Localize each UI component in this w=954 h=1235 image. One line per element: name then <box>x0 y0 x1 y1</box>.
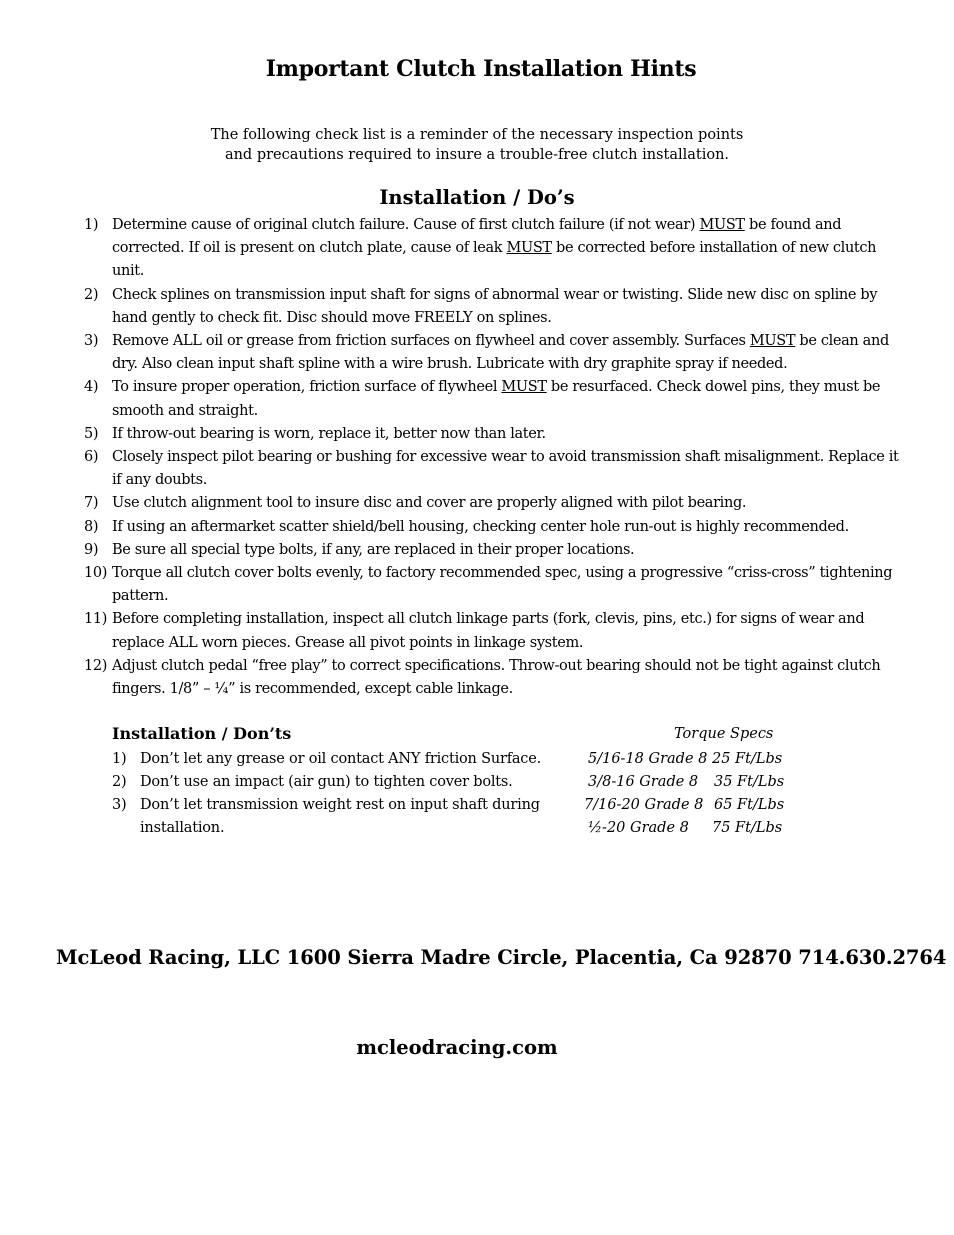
torque-row <box>584 771 824 794</box>
donts-item <box>112 771 572 794</box>
item-number: 7) <box>84 495 99 512</box>
bolt-spec: 5/16-18 Grade 8 <box>588 751 708 767</box>
donts-list <box>112 748 572 840</box>
item-number: 3) <box>84 333 99 350</box>
item-number: 3) <box>112 797 127 813</box>
item-text: Be sure all special type bolts, if any, are replaced in their proper locations. <box>112 541 635 558</box>
intro-line: and precautions required to insure a trouble-free clutch installation. <box>224 147 730 163</box>
torque-row <box>584 817 824 840</box>
item-text: Torque all clutch cover bolts evenly, to factory recommended spec, using a progressive “criss-cross” tightening pattern. <box>112 565 893 605</box>
dos-item <box>84 284 904 330</box>
website-link[interactable]: mcleodracing.com <box>356 1036 558 1059</box>
torque-row <box>584 748 824 771</box>
item-text: Use clutch alignment tool to insure disc and cover are properly aligned with pilot bearing. <box>112 495 747 512</box>
intro-paragraph <box>0 125 954 165</box>
dos-item <box>84 655 904 701</box>
item-text: If throw-out bearing is worn, replace it, better now than later. <box>112 425 546 442</box>
emphasis-must: MUST <box>699 217 745 233</box>
dos-item <box>84 214 904 284</box>
dos-item <box>84 492 904 515</box>
bolt-spec: 3/8-16 Grade 8 <box>588 774 699 790</box>
item-number: 10) <box>84 565 108 582</box>
dos-list <box>84 214 904 701</box>
item-number: 5) <box>84 425 99 442</box>
donts-item <box>112 794 572 840</box>
dos-item <box>84 423 904 446</box>
dos-item <box>84 330 904 376</box>
item-text: Before completing installation, inspect all clutch linkage parts (fork, clevis, pins, etc.) for signs of wear and replace ALL worn pieces. Grease all pivot points in linkage system. <box>112 611 865 651</box>
item-number: 6) <box>84 449 99 466</box>
bolt-spec: 7/16-20 Grade 8 <box>584 797 704 813</box>
donts-heading: Installation / Don’ts <box>112 724 292 743</box>
item-text: If using an aftermarket scatter shield/bell housing, checking center hole run-out is highly recommended. <box>112 518 849 535</box>
dos-item <box>84 376 904 422</box>
item-number: 2) <box>112 774 127 790</box>
item-text: Don’t let transmission weight rest on input shaft during installation. <box>140 797 540 836</box>
item-text: Closely inspect pilot bearing or bushing for excessive wear to avoid transmission shaft misalignment. Replace it if any doubts. <box>112 449 899 489</box>
torque-specs-heading: Torque Specs <box>674 726 774 742</box>
item-text: be corrected before installation of new clutch unit. <box>112 240 877 280</box>
intro-line: The following check list is a reminder of the necessary inspection points <box>210 127 744 143</box>
emphasis-must: MUST <box>501 379 547 396</box>
item-number: 9) <box>84 541 99 558</box>
page-title: Important Clutch Installation Hints <box>265 56 697 82</box>
item-text: Remove ALL oil or grease from friction surfaces on flywheel and cover assembly. Surfaces <box>112 333 750 350</box>
company-address: McLeod Racing, LLC 1600 Sierra Madre Circle, Placentia, Ca 92870 714.630.2764 <box>56 946 947 969</box>
dos-item <box>84 516 904 539</box>
item-text: be found and corrected. If oil is present on clutch plate, cause of leak <box>112 217 842 257</box>
item-text: To insure proper operation, friction surface of flywheel <box>112 379 502 396</box>
torque-value: 65 Ft/Lbs <box>714 797 785 813</box>
item-number: 12) <box>84 657 108 674</box>
dos-item <box>84 539 904 562</box>
item-text: Don’t let any grease or oil contact ANY friction Surface. <box>140 751 542 767</box>
torque-value: 75 Ft/Lbs <box>712 820 783 836</box>
torque-specs-table <box>584 748 824 840</box>
torque-value: 35 Ft/Lbs <box>714 774 785 790</box>
item-text: Check splines on transmission input shaft for signs of abnormal wear or twisting. Slide new disc on spline by hand gently to check fit. Disc should move FREELY on splines. <box>112 286 878 326</box>
dos-heading: Installation / Do’s <box>379 186 575 209</box>
item-number: 1) <box>84 217 99 233</box>
dos-item <box>84 562 904 608</box>
emphasis-must: MUST <box>749 333 796 350</box>
dos-item <box>84 446 904 492</box>
item-text: be resurfaced. Check dowel pins, they must be smooth and straight. <box>112 379 881 419</box>
item-number: 11) <box>84 611 108 628</box>
item-number: 4) <box>84 379 99 396</box>
emphasis-must: MUST <box>506 240 552 257</box>
dos-item <box>84 608 904 654</box>
item-number: 1) <box>112 751 127 767</box>
item-text: be clean and dry. Also clean input shaft spline with a wire brush. Lubricate with dry graphite spray if needed. <box>112 333 889 373</box>
item-text: Determine cause of original clutch failure. Cause of first clutch failure (if not wear) <box>112 217 700 233</box>
item-number: 2) <box>84 286 99 303</box>
donts-item <box>112 748 572 771</box>
item-number: 8) <box>84 518 99 535</box>
bolt-spec: ½-20 Grade 8 <box>588 820 689 836</box>
item-text: Adjust clutch pedal “free play” to correct specifications. Throw-out bearing should not be tight against clutch fingers. 1/8” – ¼” is recommended, except cable linkage. <box>112 657 881 698</box>
torque-row <box>584 794 824 817</box>
torque-value: 25 Ft/Lbs <box>712 751 783 767</box>
item-text: Don’t use an impact (air gun) to tighten cover bolts. <box>140 774 513 790</box>
